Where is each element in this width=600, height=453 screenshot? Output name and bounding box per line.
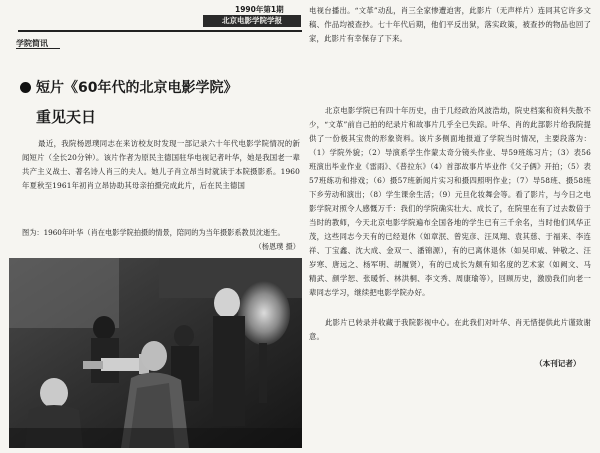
paragraph-intro-text: 最近，我院杨恩璞同志在来访校友时发现一部记录六十年代电影学院情况的新闻短片（全长20分钟）。该片作者为原民主德国驻华电视记者叶华，她是我国老一辈共产主义战士、著名诗人肖三的夫人。她儿子肖立昂当时就读于本院摄影系。1960年夏秋至1961年初肖立昂协助其母亲拍摄完成此片，后在民主德国 [22,139,300,190]
historical-photo [9,258,302,448]
column-tag: 学院简讯 [16,39,48,48]
paragraph-thanks [309,316,591,344]
article-subtitle: 重见天日 [36,108,97,126]
article-title [20,77,237,97]
photo-caption [22,226,300,253]
caption-text: 图为：1960年叶华（肖在电影学院拍摄的情景，陪同的为当年摄影系教员沈逝生。 [22,228,285,237]
paragraph-continued: 电视台播出。“文革”动乱，肖三全家惨遭迫害，此影片（无声样片）连同其它许多文稿、作品均被查抄。七十年代后期，他们平反出狱，落实政策，被查抄的物品也回了家，此影片有幸保存了下来。 [309,6,591,43]
article-title-text: 短片《60年代的北京电影学院》 [36,80,238,96]
paragraph-history-text: 北京电影学院已有四十年历史，由于几经政治风波浩劫，院史档案和资料失散不少，“文革”前自己拍的纪录片和故事片几乎全已失踪。叶华、肖的此部影片给我院提供了一份极其宝贵的形象资料。该片多侧面地报道了学院当时情况，主要段落为：（1）学院外貌；（2）导演系学生作蒙太奇分镜头作业、导59班练习片；（3）表56班演出毕业作业《雷雨》、《普拉东》（4）首部故事片毕业作《父子俩》开拍；（5）表57班练功和排戏；（6）摄57班新闻片实习和摄四照明作业；（7）导58班、摄58班下乡劳动和演出；（8）学生课余生活；（9）元旦化妆舞会等。看了影片，与今日之电影学院对照令人感慨万千：我们的学院确实壮大、成长了，在院里在有了过去数倍于当时的教师，今天北京电影学院遍布全国各地的学生已有三千余名，当时他们风华正茂，这些同志今天有的已经退休（如章泯、曾宪彦、汪凤翔、袁其慈、于福来、李连祥、丁宝鑫、沈大成、金双一、潘锦源），有的已离休退休（如吴印咸、钟敬之、汪岁寒、唐远之、杨军明、胡履贤），有的已成长为颇有知名度的艺术家（如阙文、马精武、颜学恕、张暖忻、林洪桐、李文秀、周康瑜等），回顾历史，激励我们向老一辈同志学习，继续把电影学院办好。 [309,106,591,297]
byline: （本刊记者） [535,359,581,368]
journal-name: 北京电影学院学报 [203,15,301,27]
issue-number: 1990年第1期 [235,5,284,14]
paragraph-history [309,104,591,300]
header-rule [18,30,302,32]
masthead [203,4,301,32]
bullet-icon [20,82,31,93]
photo-credit: （杨恩璞 摄） [254,241,300,251]
paragraph-intro [22,137,300,193]
paragraph-thanks-text: 此影片已转录并收藏于我院影视中心。在此我们对叶华、肖无惜提供此片谨致谢意。 [309,318,591,341]
